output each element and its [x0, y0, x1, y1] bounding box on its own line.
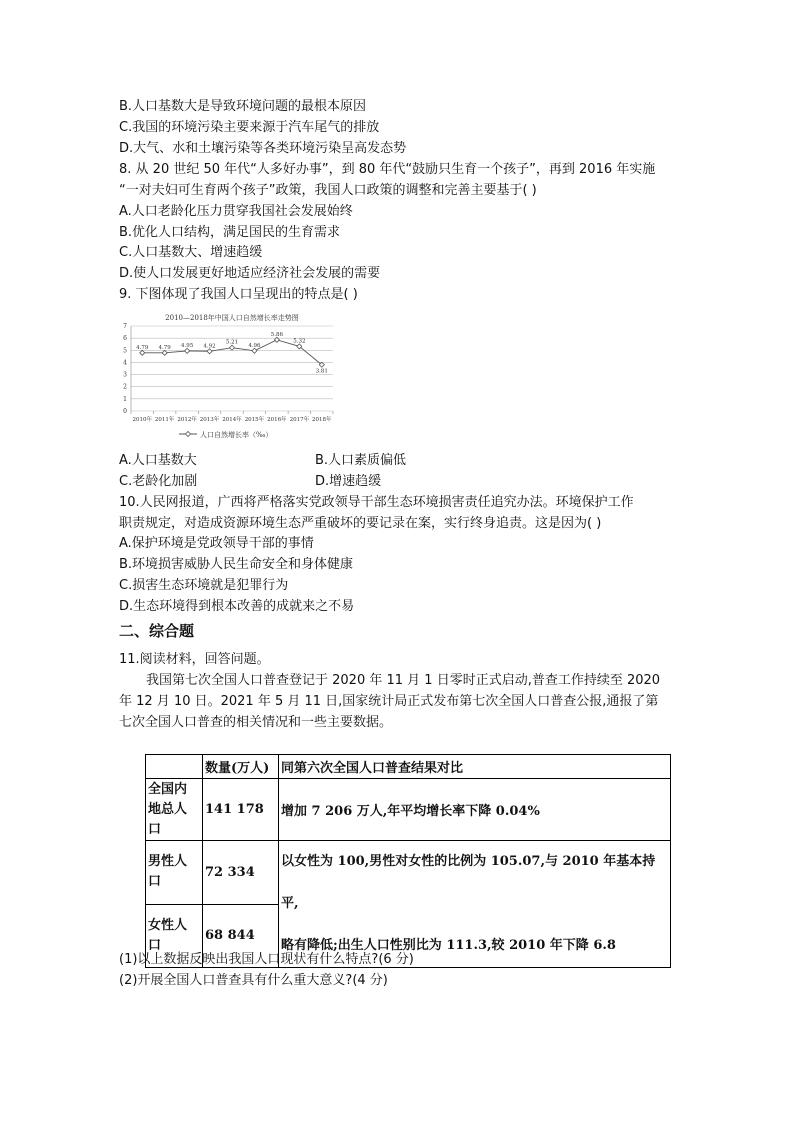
question-10-line2: 职责规定，对造成资源环境生态严重破坏的要记录在案，实行终身追责。这是因为( ) [119, 516, 602, 531]
opt-9d: D.增速趋缓 [315, 474, 382, 489]
data-point [230, 345, 235, 350]
row-label [146, 779, 203, 841]
row-value: 141 178 [203, 779, 279, 841]
section-heading: 二、综合题 [119, 622, 195, 640]
compare-line: 以女性为 100,男性对女性的比例为 105.07,与 2010 年基本持平, [281, 854, 656, 911]
row-label-line: 男性人 [148, 854, 188, 870]
opt-9a: A.人口基数大 [119, 453, 197, 468]
data-label: 4.92 [203, 343, 216, 350]
growth-rate-chart [119, 308, 341, 443]
row-compare [279, 841, 671, 968]
opt-10d: D.生态环境得到根本改善的成就来之不易 [119, 599, 355, 614]
data-label: 4.79 [158, 344, 171, 351]
data-point [140, 350, 145, 355]
x-tick-label: 2015年 [244, 417, 265, 423]
data-label: 5.21 [225, 339, 239, 346]
question-8-line1: 8. 从 20 世纪 50 年代“人多好办事”，到 80 年代“鼓励只生育一个孩子”，再到 2016 年实施 [119, 162, 656, 177]
opt-7b: B.人口基数大是导致环境问题的最根本原因 [119, 99, 367, 114]
row-compare: 增加 7 206 万人,年平均增长率下降 0.04% [279, 779, 671, 841]
data-point [207, 349, 212, 354]
y-tick-label: 3 [123, 371, 127, 379]
data-label: 4.96 [248, 342, 261, 349]
data-point [162, 350, 167, 355]
question-10-line1: 10.人民网报道，广西将严格落实党政领导干部生态环境损害责任追究办法。环境保护工作 [119, 495, 634, 510]
opt-7d: D.大气、水和土壤污染等各类环境污染呈高发态势 [119, 141, 407, 156]
x-tick-label: 2010年 [132, 417, 152, 423]
row-label [146, 841, 203, 905]
row-label-line: 口 [148, 821, 162, 837]
data-label: 4.79 [136, 344, 149, 351]
census-table [145, 754, 671, 968]
opt-10c: C.损害生态环境就是犯罪行为 [119, 578, 289, 593]
opt-9b: B.人口素质偏低 [315, 453, 407, 468]
compare-line: 略有降低;出生人口性别比为 111.3,较 2010 年下降 6.8 [281, 938, 616, 953]
legend-marker [186, 432, 191, 437]
table-row [146, 841, 671, 905]
question-11: 11.阅读材料，回答问题。 [119, 652, 270, 667]
chart-legend [179, 430, 272, 439]
table-header-cell [146, 755, 203, 779]
x-tick-label: 2014年 [222, 417, 242, 423]
opt-7c: C.我国的环境污染主要来源于汽车尾气的排放 [119, 120, 380, 135]
row-value: 68 844 [203, 904, 279, 968]
y-tick-label: 4 [123, 359, 127, 367]
chart-title: 2010—2018年中国人口自然增长率走势图 [165, 314, 299, 322]
material-para-line3: 七次全国人口普查的相关情况和一些主要数据。 [119, 715, 393, 730]
data-label: 5.32 [293, 338, 306, 345]
x-tick-label: 2012年 [177, 417, 197, 423]
row-label-line: 口 [148, 874, 162, 890]
chart-svg [119, 308, 341, 443]
question-9: 9. 下图体现了我国人口呈现出的特点是( ) [119, 287, 358, 302]
row-label-line: 全国内 [148, 781, 188, 797]
row-label-line: 地总人 [148, 801, 188, 817]
x-tick-label: 2018年 [312, 417, 332, 423]
opt-10b: B.环境损害威胁人民生命安全和身体健康 [119, 557, 354, 572]
table-row [146, 779, 671, 841]
table-header-row [146, 755, 671, 779]
y-tick-label: 2 [123, 383, 127, 391]
y-tick-label: 1 [123, 395, 127, 403]
opt-10a: A.保护环境是党政领导干部的事情 [119, 536, 314, 551]
material-para-line2: 年 12 月 10 日。2021 年 5 月 11 日,国家统计局正式发布第七次全国人口普查公报,通报了第 [119, 694, 659, 709]
y-tick-label: 7 [123, 323, 127, 330]
material-para-line1: 我国第七次全国人口普查登记于 2020 年 11 月 1 日零时正式启动,普查工作持续至 2020 [146, 673, 661, 688]
y-tick-label: 0 [123, 408, 127, 415]
data-point [252, 348, 257, 353]
data-label: 4.95 [180, 342, 194, 349]
row-label-line: 口 [148, 937, 162, 953]
row-label-line: 女性人 [148, 917, 188, 933]
legend-label: 人口自然增长率（‰） [200, 431, 273, 439]
opt-8b: B.优化人口结构，满足国民的生育需求 [119, 225, 341, 240]
row-value: 72 334 [203, 841, 279, 905]
opt-8d: D.使人口发展更好地适应经济社会发展的需要 [119, 266, 381, 281]
x-tick-label: 2017年 [289, 417, 310, 423]
opt-8a: A.人口老龄化压力贯穿我国社会发展始终 [119, 204, 353, 219]
data-label: 5.86 [270, 331, 284, 338]
y-tick-label: 6 [123, 335, 127, 343]
sub-question-1: (1)以上数据反映出我国人口现状有什么特点?(6 分) [119, 952, 414, 967]
table-header-cell: 数量(万人) [203, 755, 279, 779]
data-label: 3.81 [315, 368, 328, 375]
x-tick-label: 2011年 [154, 417, 175, 423]
x-tick-label: 2016年 [267, 417, 287, 423]
sub-question-2: (2)开展全国人口普查具有什么重大意义?(4 分) [119, 973, 388, 988]
table-header-cell: 同第六次全国人口普查结果对比 [279, 755, 671, 779]
y-tick-label: 5 [123, 347, 127, 355]
data-point [185, 348, 190, 353]
x-tick-label: 2013年 [199, 417, 220, 423]
opt-8c: C.人口基数大、增速趋缓 [119, 245, 263, 260]
opt-9c: C.老龄化加剧 [119, 474, 198, 489]
question-8-line2: “一对夫妇可生育两个孩子”政策，我国人口政策的调整和完善主要基于( ) [119, 183, 537, 198]
